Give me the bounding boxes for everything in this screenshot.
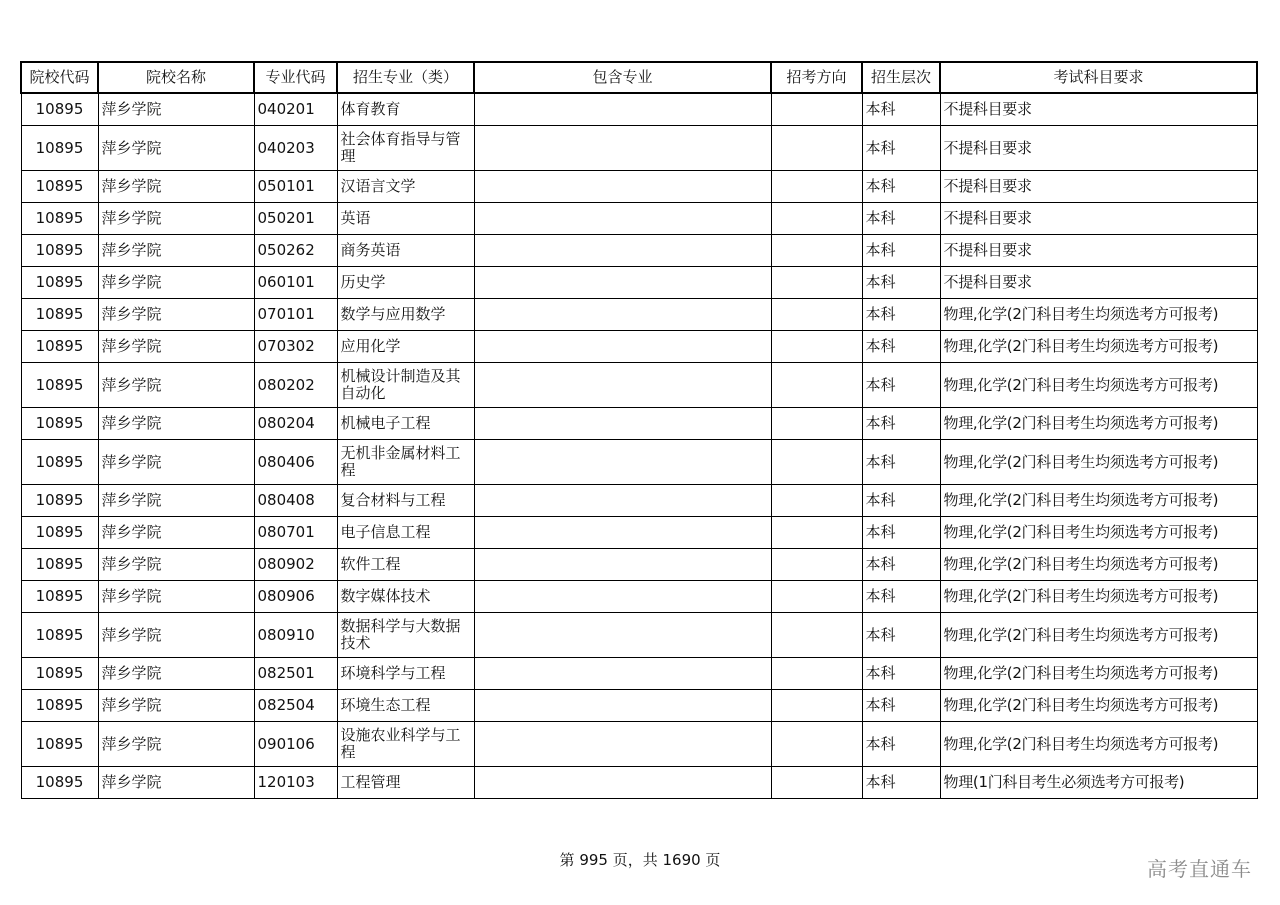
watermark-logo-text: 高考直通车 [1147,857,1252,881]
cell-school-code: 10895 [21,171,98,203]
cell-includes [474,658,771,690]
header-level: 招生层次 [862,62,940,93]
cell-major-code: 080910 [254,613,337,658]
cell-major-code: 080408 [254,485,337,517]
cell-school-name: 萍乡学院 [98,517,254,549]
cell-includes [474,267,771,299]
cell-school-name: 萍乡学院 [98,613,254,658]
cell-requirement: 不提科目要求 [940,93,1257,126]
cell-includes [474,767,771,799]
cell-school-name: 萍乡学院 [98,363,254,408]
cell-school-code: 10895 [21,767,98,799]
cell-major-code: 080202 [254,363,337,408]
cell-major-code: 040201 [254,93,337,126]
cell-school-code: 10895 [21,613,98,658]
cell-major: 无机非金属材料工程 [337,440,474,485]
cell-school-code: 10895 [21,267,98,299]
cell-major-code: 050201 [254,203,337,235]
cell-school-code: 10895 [21,440,98,485]
cell-school-code: 10895 [21,299,98,331]
cell-level: 本科 [862,722,940,767]
cell-major-code: 090106 [254,722,337,767]
header-direction: 招考方向 [771,62,862,93]
cell-major: 设施农业科学与工程 [337,722,474,767]
cell-major: 历史学 [337,267,474,299]
cell-major-code: 080701 [254,517,337,549]
cell-includes [474,363,771,408]
cell-level: 本科 [862,363,940,408]
cell-level: 本科 [862,203,940,235]
cell-direction [771,690,862,722]
cell-direction [771,722,862,767]
table-row [21,767,1257,799]
cell-school-name: 萍乡学院 [98,171,254,203]
table-row [21,93,1257,126]
cell-level: 本科 [862,171,940,203]
cell-major: 汉语言文学 [337,171,474,203]
admission-table [20,61,1258,799]
header-school-name: 院校名称 [98,62,254,93]
cell-major-code: 050262 [254,235,337,267]
cell-school-name: 萍乡学院 [98,93,254,126]
cell-school-code: 10895 [21,549,98,581]
cell-requirement: 物理,化学(2门科目考生均须选考方可报考) [940,299,1257,331]
cell-level: 本科 [862,517,940,549]
cell-school-name: 萍乡学院 [98,267,254,299]
cell-includes [474,203,771,235]
cell-level: 本科 [862,613,940,658]
table-body [21,93,1257,799]
cell-major: 数字媒体技术 [337,581,474,613]
cell-direction [771,658,862,690]
cell-school-code: 10895 [21,331,98,363]
cell-school-name: 萍乡学院 [98,299,254,331]
cell-major-code: 080204 [254,408,337,440]
cell-major-code: 080902 [254,549,337,581]
cell-school-name: 萍乡学院 [98,485,254,517]
table-header-row [21,62,1257,93]
cell-major: 工程管理 [337,767,474,799]
cell-direction [771,331,862,363]
table-row [21,331,1257,363]
cell-school-code: 10895 [21,126,98,171]
cell-requirement: 物理,化学(2门科目考生均须选考方可报考) [940,613,1257,658]
cell-level: 本科 [862,485,940,517]
cell-direction [771,171,862,203]
page-number: 第 995 页，共 1690 页 [559,851,721,869]
cell-includes [474,581,771,613]
cell-requirement: 物理,化学(2门科目考生均须选考方可报考) [940,440,1257,485]
cell-level: 本科 [862,235,940,267]
cell-major: 软件工程 [337,549,474,581]
cell-includes [474,440,771,485]
cell-major-code: 082504 [254,690,337,722]
cell-major: 英语 [337,203,474,235]
cell-school-name: 萍乡学院 [98,408,254,440]
cell-school-name: 萍乡学院 [98,690,254,722]
cell-school-code: 10895 [21,93,98,126]
table-row [21,722,1257,767]
cell-includes [474,485,771,517]
table-row [21,235,1257,267]
cell-direction [771,267,862,299]
cell-requirement: 物理,化学(2门科目考生均须选考方可报考) [940,581,1257,613]
cell-major: 应用化学 [337,331,474,363]
cell-level: 本科 [862,690,940,722]
table-row [21,171,1257,203]
table-row [21,581,1257,613]
cell-requirement: 物理,化学(2门科目考生均须选考方可报考) [940,363,1257,408]
cell-requirement: 不提科目要求 [940,235,1257,267]
cell-major: 环境科学与工程 [337,658,474,690]
cell-major-code: 060101 [254,267,337,299]
cell-school-code: 10895 [21,408,98,440]
header-requirement: 考试科目要求 [940,62,1257,93]
table-row [21,363,1257,408]
cell-includes [474,171,771,203]
cell-major: 数据科学与大数据技术 [337,613,474,658]
cell-requirement: 物理,化学(2门科目考生均须选考方可报考) [940,408,1257,440]
cell-includes [474,235,771,267]
cell-major: 数学与应用数学 [337,299,474,331]
cell-school-code: 10895 [21,485,98,517]
cell-school-name: 萍乡学院 [98,126,254,171]
cell-level: 本科 [862,93,940,126]
header-school-code: 院校代码 [21,62,98,93]
cell-direction [771,485,862,517]
cell-requirement: 物理,化学(2门科目考生均须选考方可报考) [940,549,1257,581]
table-row [21,658,1257,690]
cell-level: 本科 [862,549,940,581]
cell-direction [771,235,862,267]
table-row [21,517,1257,549]
table-row [21,203,1257,235]
cell-major: 机械设计制造及其自动化 [337,363,474,408]
cell-major-code: 040203 [254,126,337,171]
cell-direction [771,440,862,485]
cell-school-code: 10895 [21,203,98,235]
cell-direction [771,299,862,331]
cell-major: 社会体育指导与管理 [337,126,474,171]
cell-major-code: 080906 [254,581,337,613]
cell-school-name: 萍乡学院 [98,235,254,267]
cell-requirement: 物理(1门科目考生必须选考方可报考) [940,767,1257,799]
cell-includes [474,93,771,126]
cell-major: 环境生态工程 [337,690,474,722]
cell-major-code: 070101 [254,299,337,331]
cell-school-code: 10895 [21,658,98,690]
cell-requirement: 不提科目要求 [940,203,1257,235]
cell-major: 体育教育 [337,93,474,126]
cell-includes [474,549,771,581]
cell-includes [474,690,771,722]
cell-school-name: 萍乡学院 [98,331,254,363]
header-major: 招生专业（类） [337,62,474,93]
table-row [21,613,1257,658]
cell-requirement: 物理,化学(2门科目考生均须选考方可报考) [940,485,1257,517]
cell-school-code: 10895 [21,581,98,613]
cell-school-code: 10895 [21,517,98,549]
cell-school-name: 萍乡学院 [98,658,254,690]
cell-includes [474,126,771,171]
cell-direction [771,581,862,613]
cell-major-code: 070302 [254,331,337,363]
cell-level: 本科 [862,267,940,299]
header-includes: 包含专业 [474,62,771,93]
cell-includes [474,613,771,658]
table-row [21,126,1257,171]
table-row [21,267,1257,299]
cell-direction [771,363,862,408]
cell-includes [474,722,771,767]
cell-level: 本科 [862,408,940,440]
cell-level: 本科 [862,440,940,485]
cell-includes [474,331,771,363]
cell-level: 本科 [862,331,940,363]
cell-requirement: 不提科目要求 [940,126,1257,171]
cell-major-code: 082501 [254,658,337,690]
cell-requirement: 物理,化学(2门科目考生均须选考方可报考) [940,722,1257,767]
cell-direction [771,93,862,126]
cell-major: 机械电子工程 [337,408,474,440]
cell-school-code: 10895 [21,690,98,722]
cell-direction [771,517,862,549]
cell-school-name: 萍乡学院 [98,440,254,485]
cell-requirement: 不提科目要求 [940,267,1257,299]
cell-level: 本科 [862,126,940,171]
cell-direction [771,613,862,658]
cell-major-code: 080406 [254,440,337,485]
cell-major-code: 050101 [254,171,337,203]
cell-direction [771,203,862,235]
cell-level: 本科 [862,581,940,613]
cell-level: 本科 [862,767,940,799]
cell-school-name: 萍乡学院 [98,722,254,767]
cell-requirement: 物理,化学(2门科目考生均须选考方可报考) [940,331,1257,363]
table-row [21,690,1257,722]
cell-major-code: 120103 [254,767,337,799]
table-row [21,440,1257,485]
cell-includes [474,299,771,331]
cell-school-name: 萍乡学院 [98,581,254,613]
cell-school-name: 萍乡学院 [98,767,254,799]
cell-school-name: 萍乡学院 [98,203,254,235]
cell-major: 复合材料与工程 [337,485,474,517]
table-row [21,408,1257,440]
cell-requirement: 物理,化学(2门科目考生均须选考方可报考) [940,658,1257,690]
cell-major: 商务英语 [337,235,474,267]
cell-level: 本科 [862,658,940,690]
cell-requirement: 不提科目要求 [940,171,1257,203]
cell-includes [474,408,771,440]
cell-direction [771,408,862,440]
header-major-code: 专业代码 [254,62,337,93]
cell-major: 电子信息工程 [337,517,474,549]
cell-direction [771,767,862,799]
cell-includes [474,517,771,549]
cell-school-code: 10895 [21,363,98,408]
cell-requirement: 物理,化学(2门科目考生均须选考方可报考) [940,517,1257,549]
table-row [21,299,1257,331]
cell-requirement: 物理,化学(2门科目考生均须选考方可报考) [940,690,1257,722]
cell-direction [771,126,862,171]
cell-school-code: 10895 [21,722,98,767]
cell-school-code: 10895 [21,235,98,267]
cell-school-name: 萍乡学院 [98,549,254,581]
table-row [21,549,1257,581]
cell-level: 本科 [862,299,940,331]
table-row [21,485,1257,517]
cell-direction [771,549,862,581]
